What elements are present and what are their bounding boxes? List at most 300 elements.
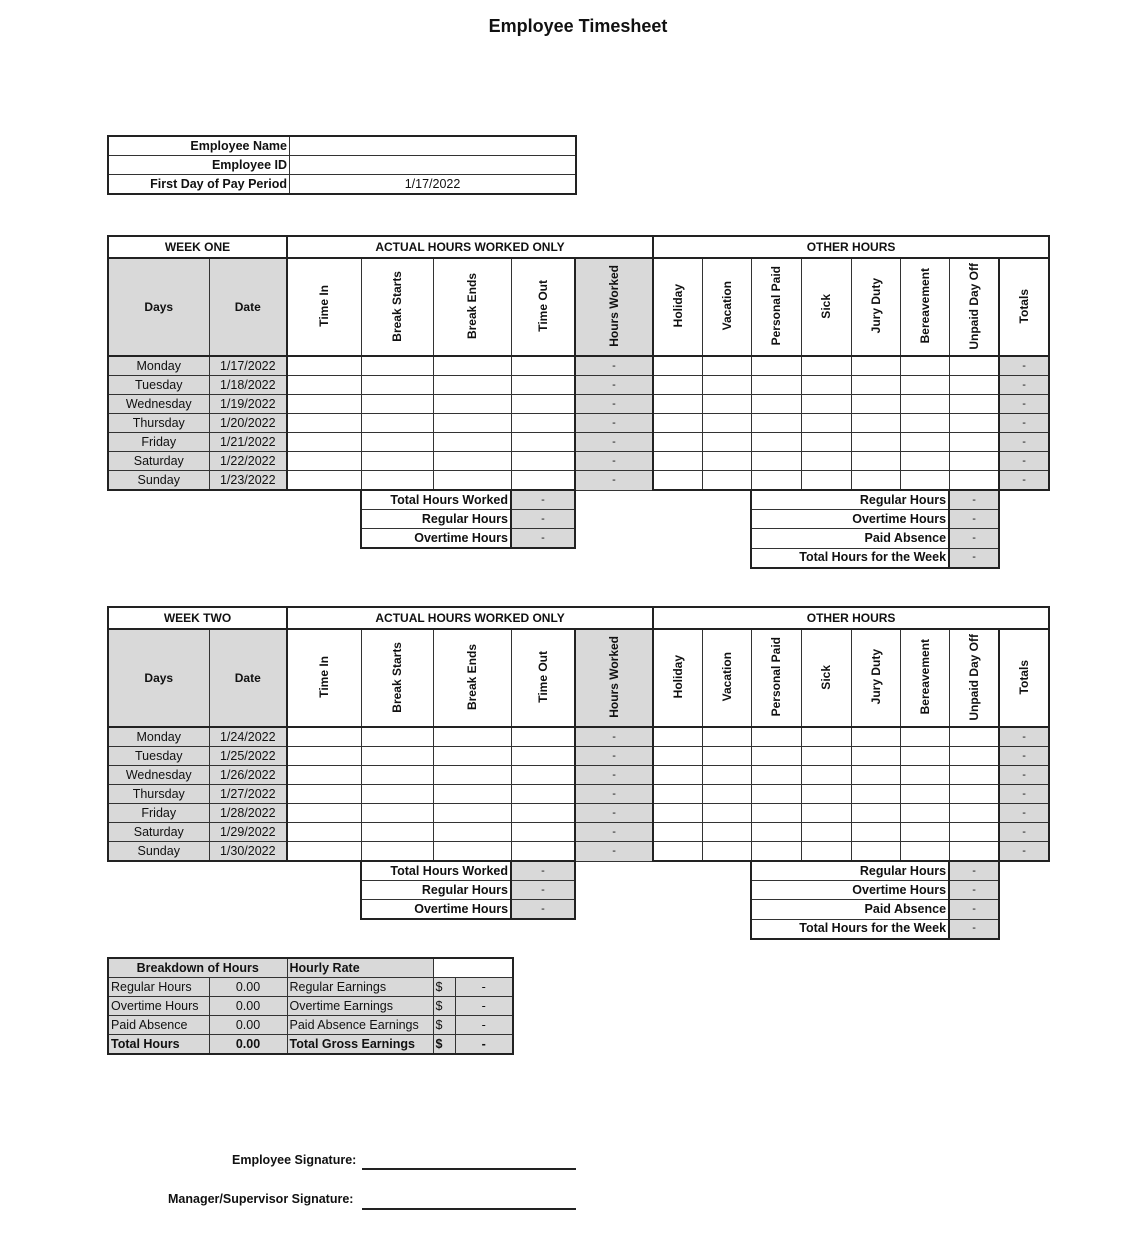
time-out-cell[interactable] xyxy=(511,727,575,747)
break-ends-cell[interactable] xyxy=(433,842,511,862)
jury-duty-header xyxy=(851,629,900,727)
breakdown-hours: 0.00 xyxy=(209,1016,287,1035)
time-out-header xyxy=(511,258,575,356)
left-summary-value: - xyxy=(511,490,575,510)
time-in-header xyxy=(287,629,361,727)
spacer xyxy=(575,861,751,881)
date-cell: 1/26/2022 xyxy=(209,766,287,785)
spacer xyxy=(108,510,361,529)
right-summary-label: Total Hours for the Week xyxy=(751,919,949,939)
vacation-cell[interactable] xyxy=(702,356,751,376)
bereavement-cell[interactable] xyxy=(900,804,949,823)
vacation-cell[interactable] xyxy=(702,785,751,804)
time-in-cell[interactable] xyxy=(287,376,361,395)
day-cell: Friday xyxy=(108,433,209,452)
bereavement-cell[interactable] xyxy=(900,747,949,766)
holiday-cell[interactable] xyxy=(653,804,702,823)
sick-header xyxy=(801,258,851,356)
employee-signature-line[interactable] xyxy=(362,1168,576,1170)
holiday-header xyxy=(653,258,702,356)
day-cell: Sunday xyxy=(108,842,209,862)
earnings-label: Paid Absence Earnings xyxy=(287,1016,433,1035)
break-ends-cell[interactable] xyxy=(433,823,511,842)
vacation-cell[interactable] xyxy=(702,747,751,766)
break-starts-cell[interactable] xyxy=(361,785,433,804)
first-day-label: First Day of Pay Period xyxy=(108,175,290,195)
bereavement-header xyxy=(900,258,949,356)
break-starts-cell[interactable] xyxy=(361,766,433,785)
left-summary-label: Total Hours Worked xyxy=(361,490,511,510)
jury-duty-cell[interactable] xyxy=(851,823,900,842)
holiday-cell[interactable] xyxy=(653,766,702,785)
date-cell: 1/24/2022 xyxy=(209,727,287,747)
time-in-cell[interactable] xyxy=(287,804,361,823)
totals-cell: - xyxy=(999,452,1049,471)
vacation-cell[interactable] xyxy=(702,727,751,747)
unpaid-day-off-cell[interactable] xyxy=(949,395,999,414)
hours-worked-cell: - xyxy=(575,471,653,491)
sick-cell[interactable] xyxy=(801,804,851,823)
vacation-cell[interactable] xyxy=(702,452,751,471)
break-ends-cell[interactable] xyxy=(433,414,511,433)
personal-paid-cell[interactable] xyxy=(751,785,801,804)
day-row xyxy=(108,376,1049,395)
day-cell: Sunday xyxy=(108,471,209,491)
bereavement-cell[interactable] xyxy=(900,452,949,471)
time-out-header-label: Time Out xyxy=(535,651,550,703)
bereavement-cell[interactable] xyxy=(900,823,949,842)
hours-worked-cell: - xyxy=(575,356,653,376)
bereavement-cell[interactable] xyxy=(900,433,949,452)
time-in-cell[interactable] xyxy=(287,395,361,414)
break-ends-cell[interactable] xyxy=(433,804,511,823)
time-out-cell[interactable] xyxy=(511,785,575,804)
sick-cell[interactable] xyxy=(801,727,851,747)
unpaid-day-off-header xyxy=(949,629,999,727)
jury-duty-cell[interactable] xyxy=(851,842,900,862)
day-cell: Saturday xyxy=(108,452,209,471)
personal-paid-cell[interactable] xyxy=(751,376,801,395)
vacation-cell[interactable] xyxy=(702,766,751,785)
sick-cell[interactable] xyxy=(801,395,851,414)
holiday-header-label: Holiday xyxy=(670,655,685,699)
time-out-cell[interactable] xyxy=(511,842,575,862)
sick-cell[interactable] xyxy=(801,766,851,785)
day-cell: Tuesday xyxy=(108,376,209,395)
bereavement-cell[interactable] xyxy=(900,376,949,395)
totals-cell: - xyxy=(999,842,1049,862)
personal-paid-cell[interactable] xyxy=(751,766,801,785)
vacation-cell[interactable] xyxy=(702,471,751,491)
day-cell: Thursday xyxy=(108,785,209,804)
vacation-header xyxy=(702,258,751,356)
break-ends-cell[interactable] xyxy=(433,395,511,414)
break-starts-cell[interactable] xyxy=(361,452,433,471)
currency-symbol: $ xyxy=(433,1016,455,1035)
break-starts-cell[interactable] xyxy=(361,747,433,766)
time-in-cell[interactable] xyxy=(287,823,361,842)
holiday-cell[interactable] xyxy=(653,395,702,414)
jury-duty-cell[interactable] xyxy=(851,356,900,376)
holiday-header-label: Holiday xyxy=(670,284,685,328)
day-cell: Friday xyxy=(108,804,209,823)
unpaid-day-off-cell[interactable] xyxy=(949,376,999,395)
holiday-cell[interactable] xyxy=(653,727,702,747)
time-out-cell[interactable] xyxy=(511,414,575,433)
hourly-rate-field[interactable] xyxy=(433,958,513,978)
jury-duty-cell[interactable] xyxy=(851,395,900,414)
unpaid-day-off-cell[interactable] xyxy=(949,785,999,804)
day-cell: Wednesday xyxy=(108,395,209,414)
sick-cell[interactable] xyxy=(801,785,851,804)
time-out-cell[interactable] xyxy=(511,452,575,471)
time-out-header xyxy=(511,629,575,727)
week-two-table xyxy=(107,606,1050,940)
break-ends-cell[interactable] xyxy=(433,471,511,491)
earnings-label: Overtime Earnings xyxy=(287,997,433,1016)
unpaid-day-off-cell[interactable] xyxy=(949,433,999,452)
right-summary-value: - xyxy=(949,881,999,900)
bereavement-cell[interactable] xyxy=(900,414,949,433)
hours-worked-cell: - xyxy=(575,766,653,785)
time-out-cell[interactable] xyxy=(511,804,575,823)
employee-id-field[interactable] xyxy=(290,156,577,175)
personal-paid-cell[interactable] xyxy=(751,414,801,433)
vacation-header-label: Vacation xyxy=(719,281,734,331)
employee-signature-label: Employee Signature: xyxy=(232,1153,357,1167)
time-out-cell[interactable] xyxy=(511,433,575,452)
time-out-cell[interactable] xyxy=(511,471,575,491)
totals-cell: - xyxy=(999,747,1049,766)
page-title: Employee Timesheet xyxy=(488,16,668,36)
actual-hours-header: ACTUAL HOURS WORKED ONLY xyxy=(287,236,653,258)
holiday-cell[interactable] xyxy=(653,433,702,452)
sick-header-label: Sick xyxy=(819,664,834,690)
jury-duty-cell[interactable] xyxy=(851,414,900,433)
sick-cell[interactable] xyxy=(801,471,851,491)
bereavement-header-label: Bereavement xyxy=(917,268,932,344)
breakdown-row xyxy=(108,1016,513,1035)
holiday-cell[interactable] xyxy=(653,823,702,842)
left-summary-label: Regular Hours xyxy=(361,881,511,900)
other-hours-header: OTHER HOURS xyxy=(653,607,1049,629)
spacer xyxy=(575,919,751,939)
employee-name-field[interactable] xyxy=(290,136,577,156)
holiday-cell[interactable] xyxy=(653,376,702,395)
hours-worked-cell: - xyxy=(575,727,653,747)
personal-paid-header xyxy=(751,258,801,356)
time-in-cell[interactable] xyxy=(287,785,361,804)
spacer xyxy=(361,919,575,939)
hours-worked-cell: - xyxy=(575,747,653,766)
right-summary-value: - xyxy=(949,548,999,568)
date-cell: 1/22/2022 xyxy=(209,452,287,471)
unpaid-day-off-cell[interactable] xyxy=(949,823,999,842)
break-ends-cell[interactable] xyxy=(433,376,511,395)
personal-paid-cell[interactable] xyxy=(751,395,801,414)
time-in-cell[interactable] xyxy=(287,747,361,766)
break-starts-cell[interactable] xyxy=(361,356,433,376)
unpaid-day-off-header-label: Unpaid Day Off xyxy=(966,262,981,350)
spacer xyxy=(108,900,361,920)
day-row xyxy=(108,785,1049,804)
holiday-cell[interactable] xyxy=(653,356,702,376)
break-starts-header xyxy=(361,629,433,727)
vacation-cell[interactable] xyxy=(702,842,751,862)
jury-duty-cell[interactable] xyxy=(851,471,900,491)
holiday-cell[interactable] xyxy=(653,452,702,471)
break-ends-cell[interactable] xyxy=(433,452,511,471)
sick-cell[interactable] xyxy=(801,747,851,766)
break-starts-cell[interactable] xyxy=(361,471,433,491)
time-in-header-label: Time In xyxy=(317,285,332,327)
personal-paid-cell[interactable] xyxy=(751,452,801,471)
hours-worked-cell: - xyxy=(575,395,653,414)
left-summary-value: - xyxy=(511,529,575,549)
earnings-label: Total Gross Earnings xyxy=(287,1035,433,1055)
personal-paid-cell[interactable] xyxy=(751,356,801,376)
break-ends-cell[interactable] xyxy=(433,766,511,785)
day-row xyxy=(108,471,1049,491)
time-out-cell[interactable] xyxy=(511,395,575,414)
totals-header xyxy=(999,629,1049,727)
sick-cell[interactable] xyxy=(801,414,851,433)
personal-paid-cell[interactable] xyxy=(751,433,801,452)
break-starts-cell[interactable] xyxy=(361,727,433,747)
holiday-cell[interactable] xyxy=(653,414,702,433)
vacation-cell[interactable] xyxy=(702,376,751,395)
right-summary-label: Overtime Hours xyxy=(751,881,949,900)
right-summary-label: Paid Absence xyxy=(751,529,949,549)
spacer xyxy=(108,919,361,939)
date-cell: 1/20/2022 xyxy=(209,414,287,433)
time-in-cell[interactable] xyxy=(287,414,361,433)
spacer xyxy=(108,881,361,900)
holiday-header xyxy=(653,629,702,727)
time-in-cell[interactable] xyxy=(287,452,361,471)
time-in-cell[interactable] xyxy=(287,433,361,452)
bereavement-cell[interactable] xyxy=(900,471,949,491)
date-header: Date xyxy=(209,258,287,356)
totals-cell: - xyxy=(999,785,1049,804)
earnings-label: Regular Earnings xyxy=(287,978,433,997)
bereavement-cell[interactable] xyxy=(900,766,949,785)
time-out-cell[interactable] xyxy=(511,823,575,842)
hours-worked-cell: - xyxy=(575,376,653,395)
personal-paid-cell[interactable] xyxy=(751,842,801,862)
unpaid-day-off-cell[interactable] xyxy=(949,747,999,766)
jury-duty-cell[interactable] xyxy=(851,747,900,766)
personal-paid-cell[interactable] xyxy=(751,823,801,842)
day-cell: Thursday xyxy=(108,414,209,433)
break-starts-cell[interactable] xyxy=(361,376,433,395)
time-in-cell[interactable] xyxy=(287,842,361,862)
personal-paid-cell[interactable] xyxy=(751,747,801,766)
bereavement-cell[interactable] xyxy=(900,727,949,747)
breakdown-row xyxy=(108,997,513,1016)
unpaid-day-off-cell[interactable] xyxy=(949,356,999,376)
sick-cell[interactable] xyxy=(801,376,851,395)
unpaid-day-off-cell[interactable] xyxy=(949,471,999,491)
vacation-cell[interactable] xyxy=(702,823,751,842)
jury-duty-cell[interactable] xyxy=(851,785,900,804)
vacation-header-label: Vacation xyxy=(719,652,734,702)
time-in-cell[interactable] xyxy=(287,727,361,747)
personal-paid-cell[interactable] xyxy=(751,727,801,747)
left-summary-value: - xyxy=(511,861,575,881)
sick-cell[interactable] xyxy=(801,433,851,452)
week-one-table xyxy=(107,235,1050,569)
breakdown-hours: 0.00 xyxy=(209,978,287,997)
day-cell: Wednesday xyxy=(108,766,209,785)
time-out-cell[interactable] xyxy=(511,376,575,395)
spacer xyxy=(575,548,751,568)
vacation-cell[interactable] xyxy=(702,414,751,433)
manager-signature-line[interactable] xyxy=(362,1208,576,1210)
unpaid-day-off-cell[interactable] xyxy=(949,414,999,433)
totals-cell: - xyxy=(999,471,1049,491)
sick-header-label: Sick xyxy=(819,293,834,319)
manager-signature-label: Manager/Supervisor Signature: xyxy=(168,1192,354,1206)
vacation-cell[interactable] xyxy=(702,433,751,452)
currency-symbol: $ xyxy=(433,978,455,997)
jury-duty-header-label: Jury Duty xyxy=(868,649,883,705)
date-cell: 1/30/2022 xyxy=(209,842,287,862)
break-ends-cell[interactable] xyxy=(433,356,511,376)
hours-worked-cell: - xyxy=(575,842,653,862)
totals-cell: - xyxy=(999,766,1049,785)
time-in-header xyxy=(287,258,361,356)
unpaid-day-off-cell[interactable] xyxy=(949,727,999,747)
break-starts-cell[interactable] xyxy=(361,823,433,842)
bereavement-cell[interactable] xyxy=(900,785,949,804)
totals-header xyxy=(999,258,1049,356)
jury-duty-cell[interactable] xyxy=(851,766,900,785)
break-ends-cell[interactable] xyxy=(433,727,511,747)
day-cell: Saturday xyxy=(108,823,209,842)
sick-cell[interactable] xyxy=(801,356,851,376)
hours-worked-header xyxy=(575,258,653,356)
date-cell: 1/27/2022 xyxy=(209,785,287,804)
break-starts-cell[interactable] xyxy=(361,395,433,414)
actual-hours-header: ACTUAL HOURS WORKED ONLY xyxy=(287,607,653,629)
left-summary-value: - xyxy=(511,510,575,529)
hours-worked-cell: - xyxy=(575,785,653,804)
right-summary-value: - xyxy=(949,861,999,881)
totals-cell: - xyxy=(999,376,1049,395)
break-starts-cell[interactable] xyxy=(361,804,433,823)
day-row xyxy=(108,823,1049,842)
jury-duty-cell[interactable] xyxy=(851,452,900,471)
day-row xyxy=(108,414,1049,433)
spacer xyxy=(575,490,751,510)
days-header: Days xyxy=(108,629,209,727)
days-header: Days xyxy=(108,258,209,356)
break-starts-header xyxy=(361,258,433,356)
breakdown-label: Paid Absence xyxy=(108,1016,209,1035)
break-starts-cell[interactable] xyxy=(361,414,433,433)
jury-duty-cell[interactable] xyxy=(851,433,900,452)
week-label: WEEK TWO xyxy=(108,607,287,629)
hours-worked-header-label: Hours Worked xyxy=(607,636,622,718)
holiday-cell[interactable] xyxy=(653,785,702,804)
unpaid-day-off-cell[interactable] xyxy=(949,842,999,862)
breakdown-header: Breakdown of Hours xyxy=(108,958,287,978)
earnings-amount: - xyxy=(455,978,513,997)
jury-duty-cell[interactable] xyxy=(851,727,900,747)
right-summary-value: - xyxy=(949,900,999,920)
holiday-cell[interactable] xyxy=(653,747,702,766)
breakdown-row xyxy=(108,978,513,997)
breakdown-row xyxy=(108,1035,513,1055)
spacer xyxy=(108,490,361,510)
breakdown-label: Overtime Hours xyxy=(108,997,209,1016)
sick-cell[interactable] xyxy=(801,452,851,471)
sick-cell[interactable] xyxy=(801,823,851,842)
break-starts-cell[interactable] xyxy=(361,842,433,862)
hours-worked-header xyxy=(575,629,653,727)
earnings-amount: - xyxy=(455,997,513,1016)
vacation-cell[interactable] xyxy=(702,395,751,414)
personal-paid-header-label: Personal Paid xyxy=(769,637,784,717)
first-day-field[interactable]: 1/17/2022 xyxy=(290,175,577,195)
left-summary-label: Total Hours Worked xyxy=(361,861,511,881)
personal-paid-header xyxy=(751,629,801,727)
left-summary-value: - xyxy=(511,900,575,920)
day-row xyxy=(108,395,1049,414)
personal-paid-cell[interactable] xyxy=(751,804,801,823)
personal-paid-cell[interactable] xyxy=(751,471,801,491)
break-starts-cell[interactable] xyxy=(361,433,433,452)
breakdown-label: Regular Hours xyxy=(108,978,209,997)
right-summary-label: Paid Absence xyxy=(751,900,949,920)
breakdown-label: Total Hours xyxy=(108,1035,209,1055)
hourly-rate-label: Hourly Rate xyxy=(287,958,433,978)
totals-cell: - xyxy=(999,395,1049,414)
left-summary-label: Overtime Hours xyxy=(361,529,511,549)
unpaid-day-off-cell[interactable] xyxy=(949,766,999,785)
holiday-cell[interactable] xyxy=(653,842,702,862)
unpaid-day-off-cell[interactable] xyxy=(949,804,999,823)
jury-duty-cell[interactable] xyxy=(851,804,900,823)
break-ends-cell[interactable] xyxy=(433,785,511,804)
time-in-cell[interactable] xyxy=(287,766,361,785)
unpaid-day-off-cell[interactable] xyxy=(949,452,999,471)
vacation-cell[interactable] xyxy=(702,804,751,823)
bereavement-cell[interactable] xyxy=(900,395,949,414)
sick-cell[interactable] xyxy=(801,842,851,862)
date-cell: 1/25/2022 xyxy=(209,747,287,766)
left-summary-label: Overtime Hours xyxy=(361,900,511,920)
day-row xyxy=(108,842,1049,862)
holiday-cell[interactable] xyxy=(653,471,702,491)
time-out-cell[interactable] xyxy=(511,356,575,376)
time-out-cell[interactable] xyxy=(511,747,575,766)
time-out-cell[interactable] xyxy=(511,766,575,785)
spacer xyxy=(108,548,361,568)
jury-duty-cell[interactable] xyxy=(851,376,900,395)
break-ends-cell[interactable] xyxy=(433,433,511,452)
bereavement-cell[interactable] xyxy=(900,842,949,862)
time-in-cell[interactable] xyxy=(287,471,361,491)
sick-header xyxy=(801,629,851,727)
left-summary-value: - xyxy=(511,881,575,900)
time-in-cell[interactable] xyxy=(287,356,361,376)
totals-cell: - xyxy=(999,804,1049,823)
break-ends-cell[interactable] xyxy=(433,747,511,766)
date-cell: 1/18/2022 xyxy=(209,376,287,395)
bereavement-cell[interactable] xyxy=(900,356,949,376)
